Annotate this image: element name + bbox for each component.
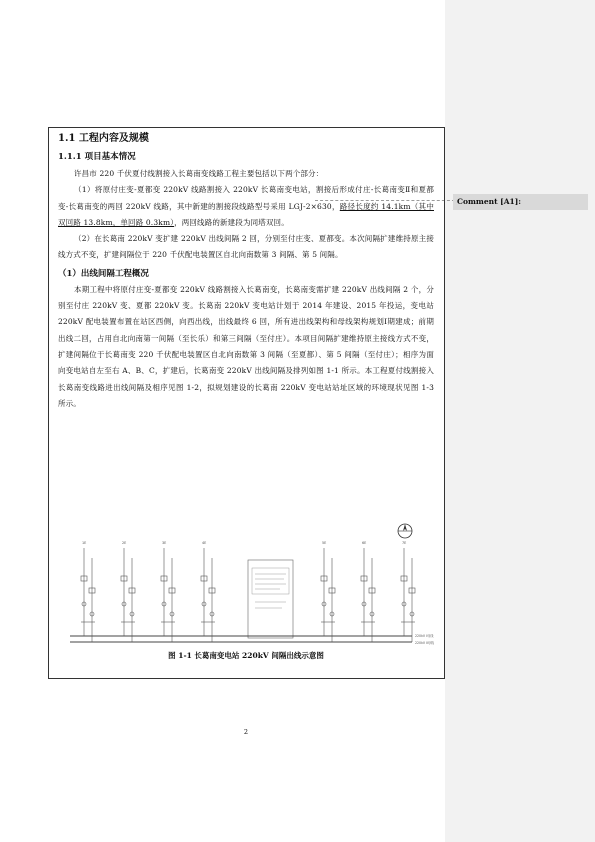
control-building-notes [255,574,286,608]
bay-column [401,541,415,642]
page-number: 2 [243,728,249,736]
bay-column [321,541,335,642]
part1-tail: ，两回线路的新建段为同塔双回。 [174,217,289,227]
bay-label: 1E [82,541,87,545]
subsection-title: 1.1.1 项目基本情况 [58,152,136,162]
comment-label: Comment [A1]: [457,197,522,206]
bay-column [121,541,135,642]
route-length-text: 路径长度约 14.1km（其中双回路 13.8km，单回路 0.3km） [58,201,434,227]
bay-outgoing-diagram [62,518,435,648]
bay-label: 2E [122,541,127,545]
paragraph-part2: （2）在长葛南 220kV 变扩建 220kV 出线间隔 2 回，分别至付庄变、夏都变。本次间隔扩建维持原主接线方式不变，扩建间隔位于 220 千伏配电装置区自北向南数第 3 间隔、第 5 间隔。 [58,234,434,260]
paragraph-intro: 许昌市 220 千伏夏付线割接入长葛南变线路工程主要包括以下两个部分： [74,169,324,178]
bay-column [81,541,95,642]
comment-sidebar [445,0,595,842]
bay-overview-heading: （1）出线间隔工程概况 [58,268,149,279]
bay-label: 6E [362,541,367,545]
bay-column [161,541,175,642]
paragraph-bay-overview: 本期工程中将原付庄变-夏都变 220kV 线路割接入长葛南变，长葛南变需扩建 220kV 出线间隔 2 个，分别至付庄 220kV 变、夏都 220kV 变。长葛南 220kV 变电站计划于 2014 年建设、2015 年投运，变电站 220kV 配电装置布置在站区西侧，向西出线，出线最终 6 回，所有进出线架构和母线架构规划Ⅰ期建成；前期出线二回，占用自北向南第一间隔（至长乐）和第三间隔（至付庄）。本项目间隔扩建维持原主接线方式不变，扩建间隔位于长葛南变 220 千伏配电装置区自北向南数第 3 间隔（至夏都）、第 5 间隔（至付庄）；相序为面向变电站自左至右 A、B、C，扩建后，长葛南变 220kV 出线间隔及排列如图 1-1 所示。本工程夏付线割接入长葛南变线路进出线间隔及相序见图 1-2，拟规划建设的长葛南 220kV 变电站站址区域的环境现状见图 1-3 所示。 [58,284,434,408]
bay-column [201,541,215,642]
bay-label: 4E [202,541,207,545]
paragraph-part1 [58,182,434,231]
control-building-inner [252,568,289,594]
bay-label: 7E [402,541,407,545]
bay-label: 3E [162,541,167,545]
part1-text: （1）将原付庄变-夏都变 220kV 线路割接入 220kV 长葛南变电站，割接后形成付庄-长葛南变Ⅱ和夏都变-长葛南变的两回 220kV 线路，其中新建的割接段线路型号采用 LGJ-2×630， [58,185,434,211]
bus-label-1: 220kV Ⅰ母线 [415,634,434,638]
north-arrow-icon [398,524,412,538]
figure-caption: 图 1-1 长葛南变电站 220kV 间隔出线示意图 [168,651,324,660]
section-title: 1.1 工程内容及规模 [58,133,149,144]
control-building [248,560,293,638]
bus-label-2: 220kV Ⅱ母线 [415,641,435,645]
bay-label: 5E [322,541,327,545]
document-body [58,131,434,412]
bay-column [361,541,375,642]
